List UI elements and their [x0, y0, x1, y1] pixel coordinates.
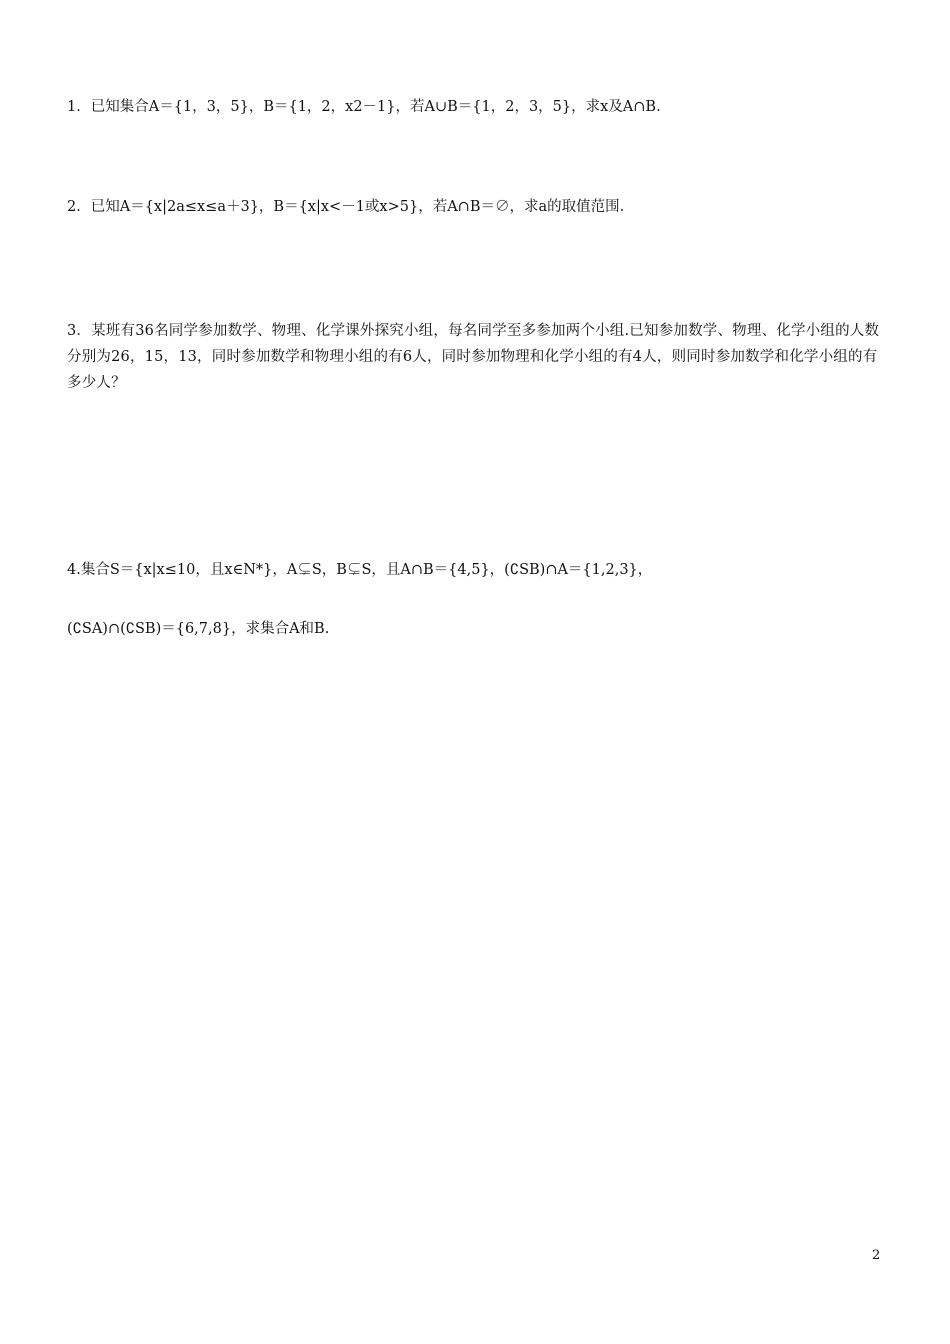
- page-number: 2: [872, 1248, 881, 1263]
- problem-1: 1．已知集合A＝{1，3，5}，B＝{1，2，x2－1}，若A∪B＝{1，2，3，5}，求x及A∩B.: [67, 99, 661, 115]
- problem-4-line-2: (∁SA)∩(∁SB)＝{6,7,8}，求集合A和B.: [67, 621, 330, 637]
- problem-4-line-1: 4.集合S＝{x|x≤10，且x∈N*}，A⊊S，B⊊S，且A∩B＝{4,5}，(∁SB)∩A＝{1,2,3}，: [67, 562, 653, 578]
- problem-3: 3．某班有36名同学参加数学、物理、化学课外探究小组，每名同学至多参加两个小组.已知参加数学、物理、化学小组的人数分别为26，15，13，同时参加数学和物理小组的有6人，同时参加物理和化学小组的有4人，则同时参加数学和化学小组的有多少人？: [67, 323, 880, 391]
- problem-2: 2．已知A＝{x|2a≤x≤a＋3}，B＝{x|x<－1或x>5}，若A∩B＝∅，求a的取值范围.: [67, 199, 625, 215]
